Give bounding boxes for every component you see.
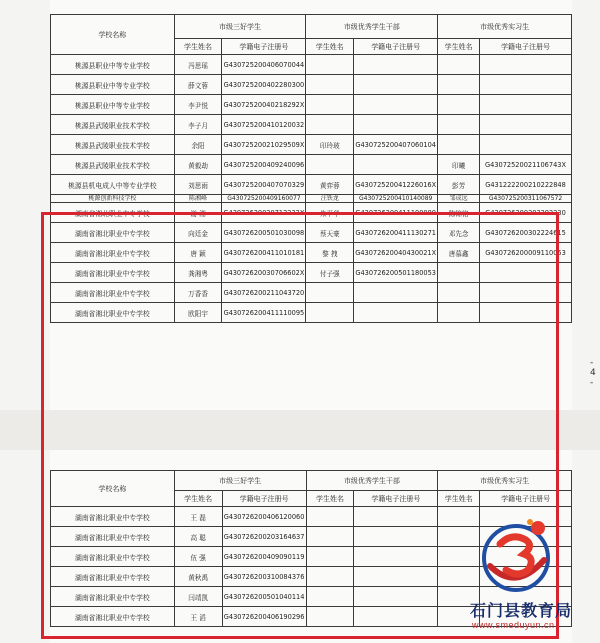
cell-good-reg: G430726200211043720 xyxy=(222,283,306,303)
header-group-intern: 市级优秀实习生 xyxy=(438,15,572,39)
cell-intern-name xyxy=(438,303,480,323)
watermark-title: 石门县教育局 xyxy=(470,601,573,620)
cell-intern-name: 邓先念 xyxy=(438,223,480,243)
cell-good-name: 闫靖凯 xyxy=(174,587,222,607)
cell-good-reg: G430725200402280300 xyxy=(222,75,306,95)
table-row xyxy=(51,223,572,243)
cell-intern-name xyxy=(438,263,480,283)
cell-cadre-name xyxy=(306,55,354,75)
cell-good-name: 李子月 xyxy=(174,115,222,135)
cell-cadre-reg: G43072620040430021X xyxy=(354,243,438,263)
header-reg: 学籍电子注册号 xyxy=(222,491,306,507)
education-logo-icon xyxy=(476,514,556,594)
cell-intern-reg: G43072520021106743X xyxy=(480,155,572,175)
cell-cadre-reg: G430726200411130271 xyxy=(354,223,438,243)
header-group-good: 市级三好学生 xyxy=(174,471,306,491)
table-row xyxy=(51,55,572,75)
cell-cadre-name xyxy=(306,507,354,527)
header-reg: 学籍电子注册号 xyxy=(354,39,438,55)
cell-school: 湖南省湘北职业中专学校 xyxy=(51,587,175,607)
cell-good-reg: G430725200406070044 xyxy=(222,55,306,75)
cell-good-reg: G430725200409240096 xyxy=(222,155,306,175)
cell-cadre-reg xyxy=(354,115,438,135)
cell-good-name: 欧阳宇 xyxy=(174,303,222,323)
cell-intern-name xyxy=(438,95,480,115)
cell-intern-name xyxy=(438,283,480,303)
table-header-row xyxy=(51,471,572,491)
cell-school: 桃源县职业中等专业学校 xyxy=(51,55,175,75)
cell-school: 湖南省湘北职业中专学校 xyxy=(51,527,175,547)
cell-cadre-reg xyxy=(354,95,438,115)
header-name: 学生姓名 xyxy=(174,39,222,55)
cell-cadre-reg xyxy=(354,567,438,587)
cell-school: 湖南省湘北职业中专学校 xyxy=(51,263,175,283)
cell-cadre-reg xyxy=(354,587,438,607)
cell-intern-name: 唐慕鑫 xyxy=(438,243,480,263)
cell-school: 湖南省湘北职业中专学校 xyxy=(51,283,175,303)
cell-good-name: 黄秋禹 xyxy=(174,567,222,587)
cell-cadre-reg xyxy=(354,75,438,95)
cell-good-name: 王 磊 xyxy=(174,507,222,527)
table-row xyxy=(51,95,572,115)
page-number: - 4 - xyxy=(590,358,596,388)
cell-intern-name xyxy=(438,115,480,135)
cell-school: 桃源县武陵职业技术学校 xyxy=(51,135,175,155)
cell-intern-reg xyxy=(480,55,572,75)
cell-school: 湖南省湘北职业中专学校 xyxy=(51,203,175,223)
cell-cadre-name: 蔡天豪 xyxy=(306,223,354,243)
watermark-url: www.smeduyun.cn xyxy=(472,620,555,630)
cell-cadre-reg xyxy=(354,547,438,567)
cell-intern-reg: G430726200009110053 xyxy=(480,243,572,263)
cell-good-name: 谢 湘 xyxy=(174,203,222,223)
cell-school: 桃源县武陵职业技术学校 xyxy=(51,155,175,175)
header-name: 学生姓名 xyxy=(438,39,480,55)
cell-good-reg: G43072620030706602X xyxy=(222,263,306,283)
cell-intern-name: 邹成远 xyxy=(438,195,480,203)
table-row xyxy=(51,263,572,283)
table-row xyxy=(51,303,572,323)
cell-good-reg: G430725200407070329 xyxy=(222,175,306,195)
cell-school: 桃源县机电成人中等专业学校 xyxy=(51,175,175,195)
cell-intern-reg xyxy=(480,135,572,155)
cell-good-reg: G430726200406190296 xyxy=(222,607,306,627)
page-gap xyxy=(0,410,600,450)
cell-intern-reg: G431222200210222848 xyxy=(480,175,572,195)
cell-school: 桃源县职业中等专业学校 xyxy=(51,75,175,95)
cell-school: 湖南省湘北职业中专学校 xyxy=(51,607,175,627)
cell-good-reg: G430726200203164637 xyxy=(222,527,306,547)
header-reg: 学籍电子注册号 xyxy=(222,39,306,55)
cell-good-name: 王 滔 xyxy=(174,607,222,627)
document-page-top xyxy=(50,0,596,410)
cell-cadre-reg xyxy=(354,283,438,303)
cell-cadre-reg xyxy=(354,507,438,527)
cell-good-reg: G430726200501040114 xyxy=(222,587,306,607)
cell-good-name: 陈湘峰 xyxy=(174,195,222,203)
cell-good-reg: G430726200310084376 xyxy=(222,567,306,587)
table-row xyxy=(51,283,572,303)
header-name: 学生姓名 xyxy=(174,491,222,507)
cell-cadre-name xyxy=(306,567,354,587)
table-row xyxy=(51,175,572,195)
table-row-cut xyxy=(51,195,572,203)
cell-cadre-name: 朱平华 xyxy=(306,203,354,223)
header-reg: 学籍电子注册号 xyxy=(354,491,438,507)
header-school: 学校名称 xyxy=(51,471,175,507)
cell-cadre-name xyxy=(306,547,354,567)
cell-school: 湖南省湘北职业中专学校 xyxy=(51,567,175,587)
cell-cadre-reg xyxy=(354,55,438,75)
cell-good-name: 李尹悦 xyxy=(174,95,222,115)
cell-cadre-reg: G43072520041226016X xyxy=(354,175,438,195)
cell-cadre-name xyxy=(306,115,354,135)
cell-cadre-reg xyxy=(354,527,438,547)
cell-cadre-reg: G430726200501180053 xyxy=(354,263,438,283)
cell-good-name: 向廷金 xyxy=(174,223,222,243)
cell-intern-reg: G430726200302224615 xyxy=(480,223,572,243)
table-row xyxy=(51,115,572,135)
cell-cadre-reg xyxy=(354,155,438,175)
cell-good-name: 龚湘粤 xyxy=(174,263,222,283)
cell-good-reg: G430726200406120060 xyxy=(222,507,306,527)
cell-good-name: 余阳 xyxy=(174,135,222,155)
cell-intern-name xyxy=(438,75,480,95)
cell-intern-name: 彭芳 xyxy=(438,175,480,195)
cell-school: 湖南省湘北职业中专学校 xyxy=(51,303,175,323)
table-row xyxy=(51,75,572,95)
cell-good-reg: G430726200501030098 xyxy=(222,223,306,243)
header-group-cadre: 市级优秀学生干部 xyxy=(306,471,438,491)
cell-cadre-name xyxy=(306,527,354,547)
cell-cadre-reg: G430725200410140089 xyxy=(354,195,438,203)
cell-intern-reg xyxy=(480,95,572,115)
cell-intern-reg: G430725200311067572 xyxy=(480,195,572,203)
cell-intern-reg xyxy=(480,283,572,303)
cell-cadre-name: 黄弈蓉 xyxy=(306,175,354,195)
cell-good-name: 刘思雨 xyxy=(174,175,222,195)
cell-school: 桃源创新科技学校 xyxy=(51,195,175,203)
cell-cadre-name xyxy=(306,587,354,607)
cell-intern-reg xyxy=(480,115,572,135)
cell-school: 湖南省湘北职业中专学校 xyxy=(51,507,175,527)
cell-cadre-name: 付子强 xyxy=(306,263,354,283)
cell-school: 桃源县武陵职业技术学校 xyxy=(51,115,175,135)
cell-good-reg: G430725200410120032 xyxy=(222,115,306,135)
cell-good-reg: G43072620020712232X xyxy=(222,203,306,223)
cell-good-name: 万香香 xyxy=(174,283,222,303)
header-group-good: 市级三好学生 xyxy=(174,15,306,39)
cell-good-reg: G430726200411110095 xyxy=(222,303,306,323)
cell-intern-name xyxy=(438,135,480,155)
header-name: 学生姓名 xyxy=(306,39,354,55)
cell-good-reg: G430726200411010181 xyxy=(222,243,306,263)
cell-good-name: 伍 强 xyxy=(174,547,222,567)
cell-school: 桃源县职业中等专业学校 xyxy=(51,95,175,115)
table-row xyxy=(51,135,572,155)
cell-good-name: 冯思瑶 xyxy=(174,55,222,75)
cell-cadre-name xyxy=(306,95,354,115)
cell-cadre-reg xyxy=(354,303,438,323)
award-table-top xyxy=(50,14,572,323)
cell-cadre-name: 印玲玻 xyxy=(306,135,354,155)
cell-cadre-name xyxy=(306,155,354,175)
cell-cadre-name: 汪铁龙 xyxy=(306,195,354,203)
cell-good-reg: G43072520021029509X xyxy=(222,135,306,155)
header-reg: 学籍电子注册号 xyxy=(480,491,572,507)
header-group-cadre: 市级优秀学生干部 xyxy=(306,15,438,39)
cell-cadre-name xyxy=(306,283,354,303)
header-group-intern: 市级优秀实习生 xyxy=(438,471,572,491)
cell-good-reg: G43072520040218292X xyxy=(222,95,306,115)
header-reg: 学籍电子注册号 xyxy=(480,39,572,55)
header-name: 学生姓名 xyxy=(306,491,354,507)
cell-cadre-reg: G430726200411100080 xyxy=(354,203,438,223)
cell-good-name: 唐 颖 xyxy=(174,243,222,263)
cell-good-name: 高 聪 xyxy=(174,527,222,547)
table-header-row xyxy=(51,15,572,39)
cell-cadre-reg: G430725200407060104 xyxy=(354,135,438,155)
cell-good-reg: G430726200409090119 xyxy=(222,547,306,567)
watermark-logo xyxy=(464,514,600,643)
cell-intern-name xyxy=(438,55,480,75)
cell-intern-name: 陈锦铭 xyxy=(438,203,480,223)
cell-cadre-name xyxy=(306,75,354,95)
cell-intern-reg xyxy=(480,303,572,323)
cell-school: 湖南省湘北职业中专学校 xyxy=(51,223,175,243)
cell-cadre-name: 黎 拽 xyxy=(306,243,354,263)
table-row xyxy=(51,155,572,175)
header-name: 学生姓名 xyxy=(438,491,480,507)
cell-school: 湖南省湘北职业中专学校 xyxy=(51,243,175,263)
cell-cadre-reg xyxy=(354,607,438,627)
cell-good-reg: G430725200409160077 xyxy=(222,195,306,203)
cell-cadre-name xyxy=(306,607,354,627)
cell-intern-reg: G430726200303292230 xyxy=(480,203,572,223)
cell-cadre-name xyxy=(306,303,354,323)
cell-good-name: 黄毅劫 xyxy=(174,155,222,175)
header-school: 学校名称 xyxy=(51,15,175,55)
cell-intern-name: 印曦 xyxy=(438,155,480,175)
table-row xyxy=(51,203,572,223)
cell-intern-reg xyxy=(480,75,572,95)
cell-school: 湖南省湘北职业中专学校 xyxy=(51,547,175,567)
table-row xyxy=(51,243,572,263)
cell-intern-reg xyxy=(480,263,572,283)
cell-good-name: 薛文蓉 xyxy=(174,75,222,95)
